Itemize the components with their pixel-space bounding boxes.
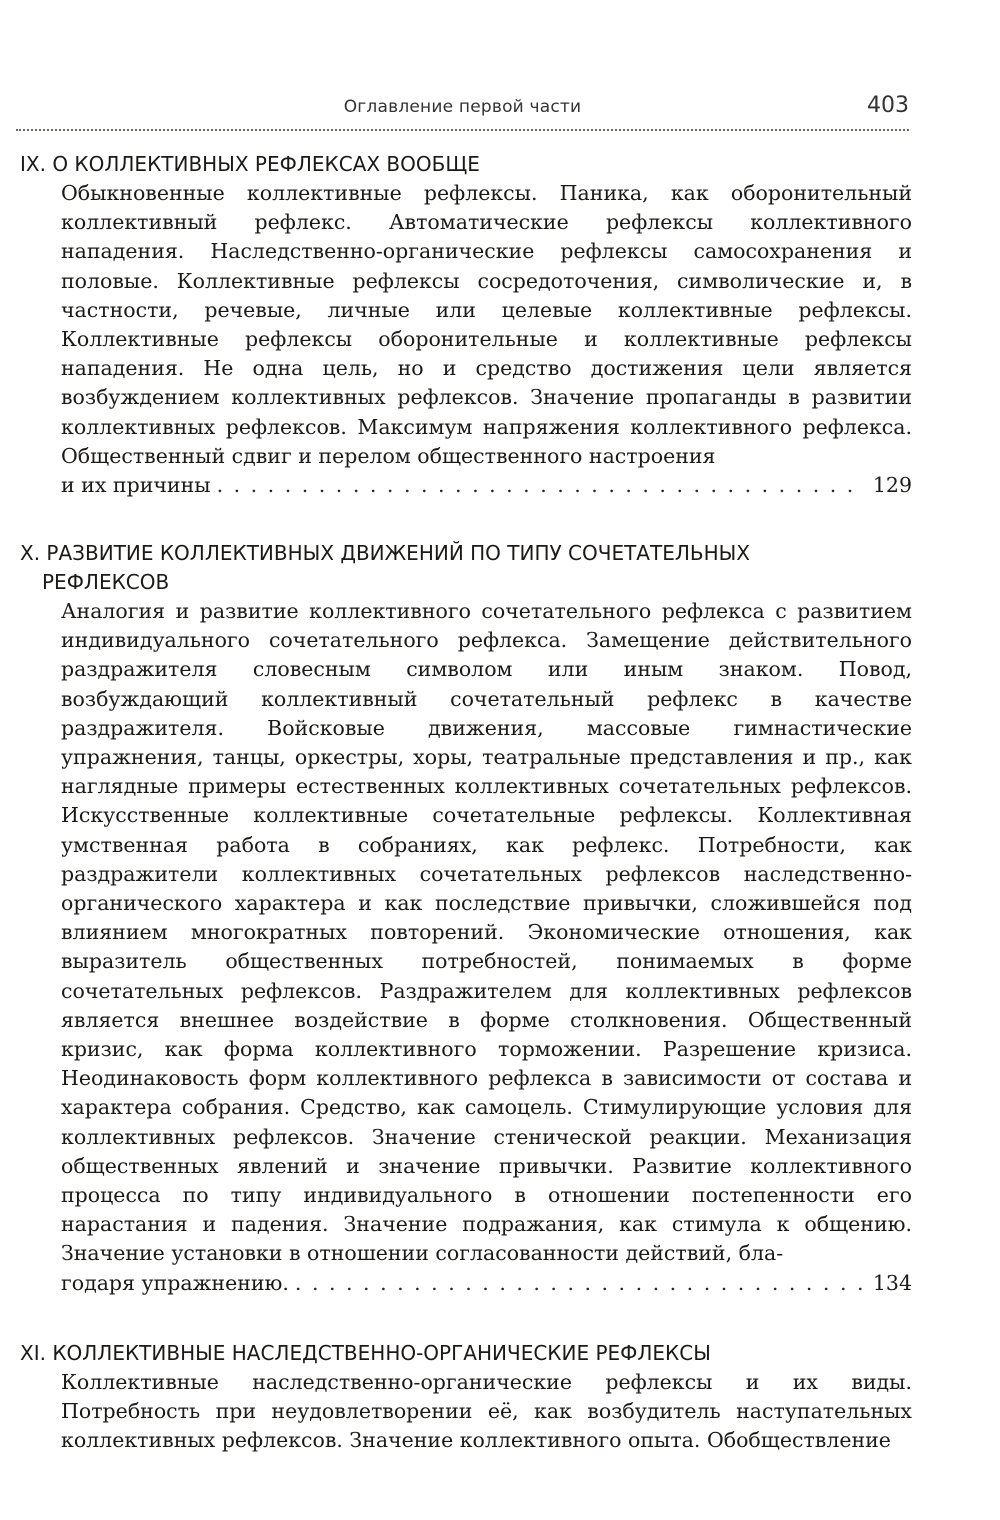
dot-leader — [217, 471, 865, 500]
section-ix-page-ref: 129 — [872, 473, 912, 498]
toc-section-x — [20, 539, 912, 1298]
section-xi-body — [20, 1368, 912, 1456]
section-x-title-line1: X. РАЗВИТИЕ КОЛЛЕКТИВНЫХ ДВИЖЕНИЙ ПО ТИПУ СОЧЕТАТЕЛЬНЫХ — [20, 541, 750, 565]
section-x-summary: Аналогия и развитие коллективного сочетательного рефлекса с развитием индивидуального сочетательного рефлекса. Замещение действительного раздражителя словесным символом или иным знаком. Повод, возбуждающий коллективный сочетательный рефлекс в качестве раздражителя. Войсковые движения, массовые гимнастические упражнения, танцы, оркестры, хоры, театральные представления и пр., как наглядные примеры естественных коллективных сочетательных рефлексов. Искусственные коллективные сочетательные рефлексы. Коллективная умственная работа в собраниях, как рефлекс. Потребности, как раздражители коллективных сочетательных рефлексов наследственно-органического характера и как последствие привычки, сложившейся под влиянием многократных повторений. Экономические отношения, как выразитель общественных потребностей, понимаемых в форме сочетательных рефлексов. Раздражителем для коллективных рефлексов является внешнее воздействие в форме столкновения. Общественный кризис, как форма коллективного торможении. Разрешение кризиса. Неодинаковость форм коллективного рефлекса в зависимости от состава и характера собрания. Средство, как самоцель. Стимулирующие условия для коллективных рефлексов. Значение стенической реакции. Механизация общественных явлений и значение привычки. Развитие коллективного процесса по типу индивидуального в отношении постепенности его нарастания и падения. Значение подражания, как стимула к общению. Значение установки в отношении согласованности действий, бла- — [61, 599, 912, 1266]
section-x-toc-line — [61, 1269, 912, 1298]
running-header — [16, 95, 909, 131]
section-ix-last-line: и их причины — [61, 473, 211, 498]
toc-section-xi — [20, 1339, 912, 1456]
section-ix-body — [20, 179, 912, 500]
section-x-title-line2: РЕФЛЕКСОВ — [42, 570, 170, 594]
section-x-page-ref: 134 — [872, 1270, 912, 1295]
section-xi-summary: Коллективные наследственно-органические рефлексы и их виды. Потребность при неудовлетворении её, как возбудитель наступательных коллективных рефлексов. Значение коллективного опыта. Обобществление — [61, 1370, 912, 1453]
section-ix-summary: Обыкновенные коллективные рефлексы. Паника, как оборонительный коллективный рефлекс. Автоматические рефлексы коллективного нападения. Наследственно-органические рефлексы самосохранения и половые. Коллективные рефлексы сосредоточения, символические и, в частности, речевые, личные или целевые коллективные рефлексы. Коллективные рефлексы оборонительные и коллективные рефлексы нападения. Не одна цель, но и средство достижения цели является возбуждением коллективных рефлексов. Значение пропаганды в развитии коллективных рефлексов. Максимум напряжения коллективного рефлекса. Общественный сдвиг и перелом общественного настроения — [61, 181, 912, 468]
section-x-last-line: годаря упражнению. — [61, 1270, 289, 1295]
dot-leader — [295, 1269, 865, 1298]
section-xi-title: XI. КОЛЛЕКТИВНЫЕ НАСЛЕДСТВЕННО-ОРГАНИЧЕСКИЕ РЕФЛЕКСЫ — [20, 1341, 711, 1365]
page-number: 403 — [867, 93, 909, 118]
section-ix-toc-line — [61, 471, 912, 500]
section-x-body — [20, 597, 912, 1298]
toc-section-ix — [20, 150, 912, 500]
header-title: Оглавление первой части — [343, 97, 582, 117]
section-ix-title: IX. О КОЛЛЕКТИВНЫХ РЕФЛЕКСАХ ВООБЩЕ — [20, 152, 480, 176]
